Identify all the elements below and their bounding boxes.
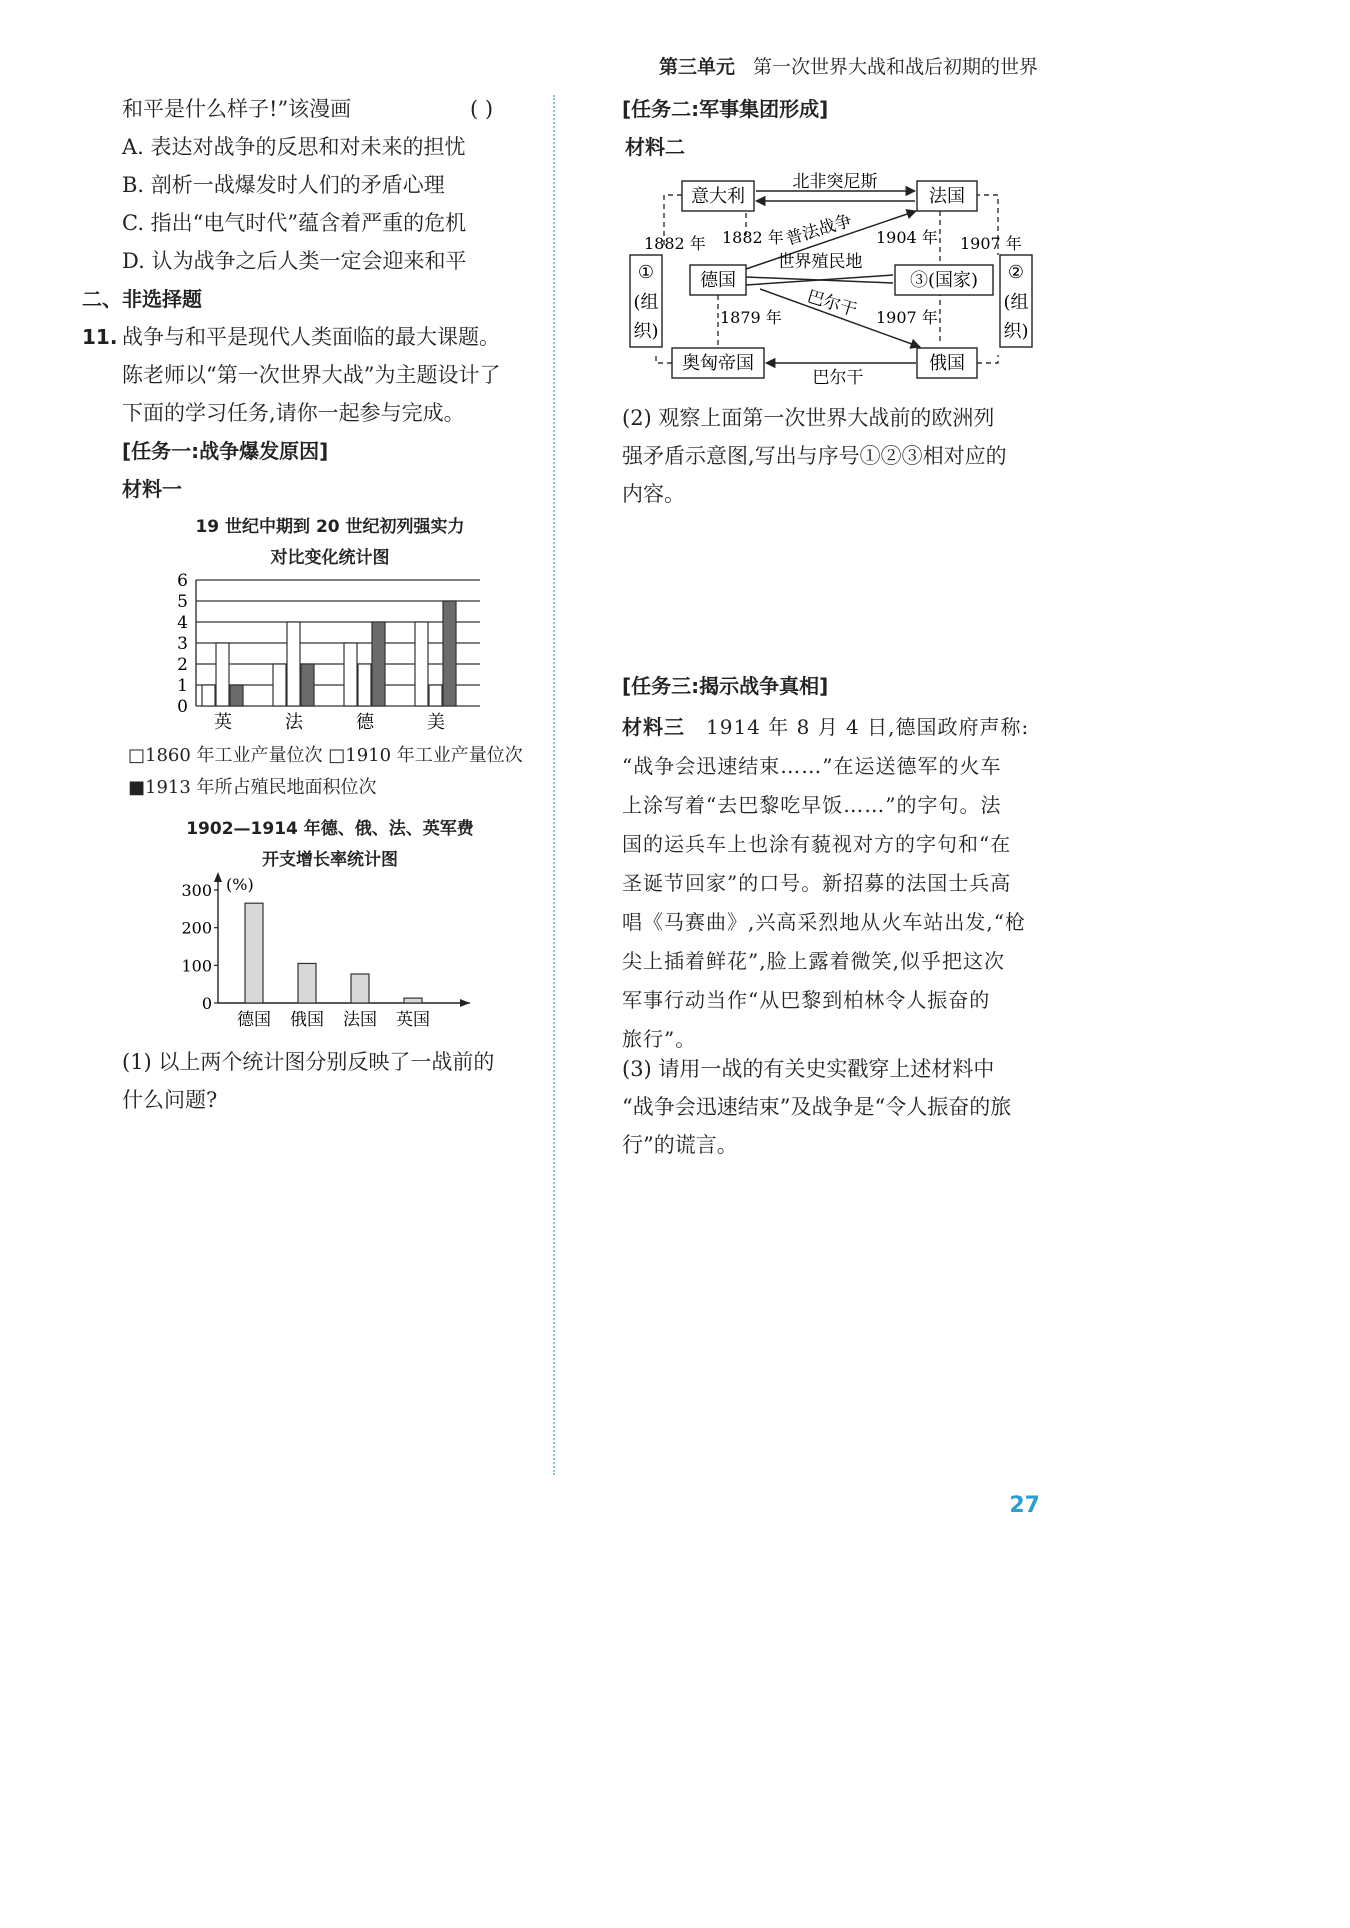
chart1-xtick: 美 xyxy=(427,712,445,733)
node-austria-label: 奥匈帝国 xyxy=(682,353,754,374)
chart1-xtick: 德 xyxy=(356,712,374,733)
label-1904: 1904 年 xyxy=(876,228,938,247)
chart1-ytick: 2 xyxy=(177,655,188,675)
chart2-ylabel: (%) xyxy=(226,875,254,894)
chart1-bar xyxy=(287,622,300,706)
chart2-title xyxy=(140,814,520,870)
chart2-xtick: 英国 xyxy=(396,1010,430,1030)
chart1-bar xyxy=(202,685,215,706)
section-heading: 二、非选择题 xyxy=(82,287,202,311)
material1-label: 材料一 xyxy=(122,477,182,501)
answer-paren: ( ) xyxy=(470,97,494,121)
q1-line-1: (1) 以上两个统计图分别反映了一战前的 xyxy=(122,1050,495,1074)
material3-line-2: “战争会迅速结束……”在运送德军的火车 xyxy=(622,754,1002,778)
dash-russia-right xyxy=(977,355,998,363)
q10-tail: 和平是什么样子!”该漫画 xyxy=(122,97,352,121)
label-north-africa: 北非突尼斯 xyxy=(792,172,878,192)
q11-number: 11. xyxy=(82,325,118,349)
dash-austria-left xyxy=(656,355,672,363)
chart2-bar xyxy=(404,998,422,1003)
chart2-bar xyxy=(351,974,369,1003)
q11-line-1: 战争与和平是现代人类面临的最大课题。 xyxy=(122,325,500,349)
chart2-xaxis-arrow xyxy=(460,999,470,1007)
chart2-title-line-1: 1902—1914 年德、俄、法、英军费 xyxy=(186,819,474,839)
chart2-ytick: 100 xyxy=(181,956,212,976)
chart2-bar xyxy=(298,963,316,1003)
legend-line-1: □1860 年工业产量位次 □1910 年工业产量位次 xyxy=(128,745,523,766)
org2-line-1: ② xyxy=(1007,262,1025,283)
org1-line-2: (组 xyxy=(633,292,659,313)
chart1-ytick: 4 xyxy=(177,613,188,633)
label-balkans-1: 巴尔干 xyxy=(804,286,860,321)
q3-line-1: (3) 请用一战的有关史实戳穿上述材料中 xyxy=(622,1057,995,1081)
chart1-bar xyxy=(344,643,357,706)
node-blank3-label: ③(国家) xyxy=(909,270,979,291)
material3-text xyxy=(622,708,1029,1059)
chart1-bar xyxy=(429,685,442,706)
chart2-title-line-2: 开支增长率统计图 xyxy=(262,850,398,870)
chart1-ytick: 3 xyxy=(177,634,188,654)
label-balkans-2: 巴尔干 xyxy=(812,368,864,388)
option-d: D. 认为战争之后人类一定会迎来和平 xyxy=(122,249,467,273)
q3-line-3: 行”的谎言。 xyxy=(622,1133,738,1157)
chart2-xtick: 俄国 xyxy=(290,1010,324,1030)
label-franco-prussian: 普法战争 xyxy=(783,210,855,250)
label-colonies: 世界殖民地 xyxy=(777,252,863,272)
chart1-bar xyxy=(273,664,286,706)
material3-line-6: 唱《马赛曲》,兴高采烈地从火车站出发,“枪 xyxy=(622,910,1026,934)
chart1-bar xyxy=(372,622,385,706)
task3-title: [任务三:揭示战争真相] xyxy=(622,674,829,698)
q2-line-1: (2) 观察上面第一次世界大战前的欧洲列 xyxy=(622,406,995,430)
chart2-ytick: 200 xyxy=(181,918,212,938)
chart1-ytick: 1 xyxy=(177,676,188,696)
chart1-title-line-1: 19 世纪中期到 20 世纪初列强实力 xyxy=(195,517,465,537)
chart2-yaxis-arrow xyxy=(214,872,222,882)
label-1879: 1879 年 xyxy=(720,308,782,327)
q2-line-3: 内容。 xyxy=(622,482,685,506)
legend-line-2: ■1913 年所占殖民地面积位次 xyxy=(128,777,377,798)
page-number: 27 xyxy=(1009,1493,1040,1518)
chart1-xtick: 英 xyxy=(214,712,232,733)
node-germany-label: 德国 xyxy=(700,270,736,291)
org2-line-3: 织) xyxy=(1003,321,1029,342)
option-b: B. 剖析一战爆发时人们的矛盾心理 xyxy=(122,173,445,197)
chart1-title xyxy=(140,512,520,568)
q11-line-3: 下面的学习任务,请你一起参与完成。 xyxy=(122,401,465,425)
q1-line-2: 什么问题? xyxy=(122,1088,218,1112)
org1-line-1: ① xyxy=(637,262,655,283)
chart1-ytick: 6 xyxy=(177,571,188,591)
q3-line-2: “战争会迅速结束”及战争是“令人振奋的旅 xyxy=(622,1095,1012,1119)
chart2-ytick: 300 xyxy=(181,881,212,900)
material3-line-9: 旅行”。 xyxy=(622,1027,697,1051)
chart1-svg xyxy=(160,570,500,740)
chart2-svg xyxy=(170,868,490,1038)
label-1882a: 1882 年 xyxy=(644,234,706,253)
task1-title: [任务一:战争爆发原因] xyxy=(122,439,329,463)
material2-label: 材料二 xyxy=(625,135,685,159)
chart1-bar xyxy=(216,643,229,706)
material3-line-4: 国的运兵车上也涂有藐视对方的字句和“在 xyxy=(622,832,1012,856)
org2-line-2: (组 xyxy=(1003,292,1029,313)
material3-line-3: 上涂写着“去巴黎吃早饭……”的字句。法 xyxy=(622,793,1002,817)
q11-line-2: 陈老师以“第一次世界大战”为主题设计了 xyxy=(122,363,501,387)
chart2-ytick: 0 xyxy=(201,994,212,1013)
chart1-title-line-2: 对比变化统计图 xyxy=(270,548,390,568)
material3-line-7: 尖上插着鲜花”,脸上露着微笑,似乎把这次 xyxy=(622,949,1005,973)
chart1-bar xyxy=(230,685,243,706)
node-russia-label: 俄国 xyxy=(929,353,965,374)
label-1907a: 1907 年 xyxy=(960,234,1022,253)
task2-title: [任务二:军事集团形成] xyxy=(622,97,829,121)
chart1-bar xyxy=(443,601,456,706)
material3-line-5: 圣诞节回家”的口号。新招募的法国士兵高 xyxy=(622,871,1012,895)
chart1-xtick: 法 xyxy=(285,712,303,733)
option-c: C. 指出“电气时代”蕴含着严重的危机 xyxy=(122,211,467,235)
q2-line-2: 强矛盾示意图,写出与序号①②③相对应的 xyxy=(622,444,1007,468)
node-france-label: 法国 xyxy=(929,186,965,207)
unit-label: 第三单元 xyxy=(658,56,735,78)
line-colonies-2 xyxy=(746,275,893,285)
chart1-bar xyxy=(358,664,371,706)
option-a: A. 表达对战争的反思和对未来的担忧 xyxy=(122,135,466,159)
chart2-bar xyxy=(245,903,263,1003)
material3-label: 材料三 xyxy=(622,715,685,739)
label-1907b: 1907 年 xyxy=(876,308,938,327)
column-divider xyxy=(553,95,555,1475)
chart1-bar xyxy=(415,622,428,706)
org1-line-3: 织) xyxy=(633,321,659,342)
material3-line-8: 军事行动当作“从巴黎到柏林令人振奋的 xyxy=(622,988,991,1012)
chart2-xtick: 法国 xyxy=(343,1010,377,1030)
material3-line-1-text: 1914 年 8 月 4 日,德国政府声称: xyxy=(685,715,1030,739)
node-italy-label: 意大利 xyxy=(691,186,745,207)
chart2-xtick: 德国 xyxy=(237,1010,271,1030)
unit-title: 第一次世界大战和战后初期的世界 xyxy=(752,56,1038,78)
alliance-diagram xyxy=(620,165,1040,400)
label-1882b: 1882 年 xyxy=(722,228,784,247)
chart1-legend xyxy=(128,740,523,804)
chart1-bar xyxy=(301,664,314,706)
page-header xyxy=(659,52,1038,79)
chart1-ytick: 0 xyxy=(177,697,188,717)
material3-line-1 xyxy=(622,708,1029,747)
chart1-ytick: 5 xyxy=(177,592,188,612)
